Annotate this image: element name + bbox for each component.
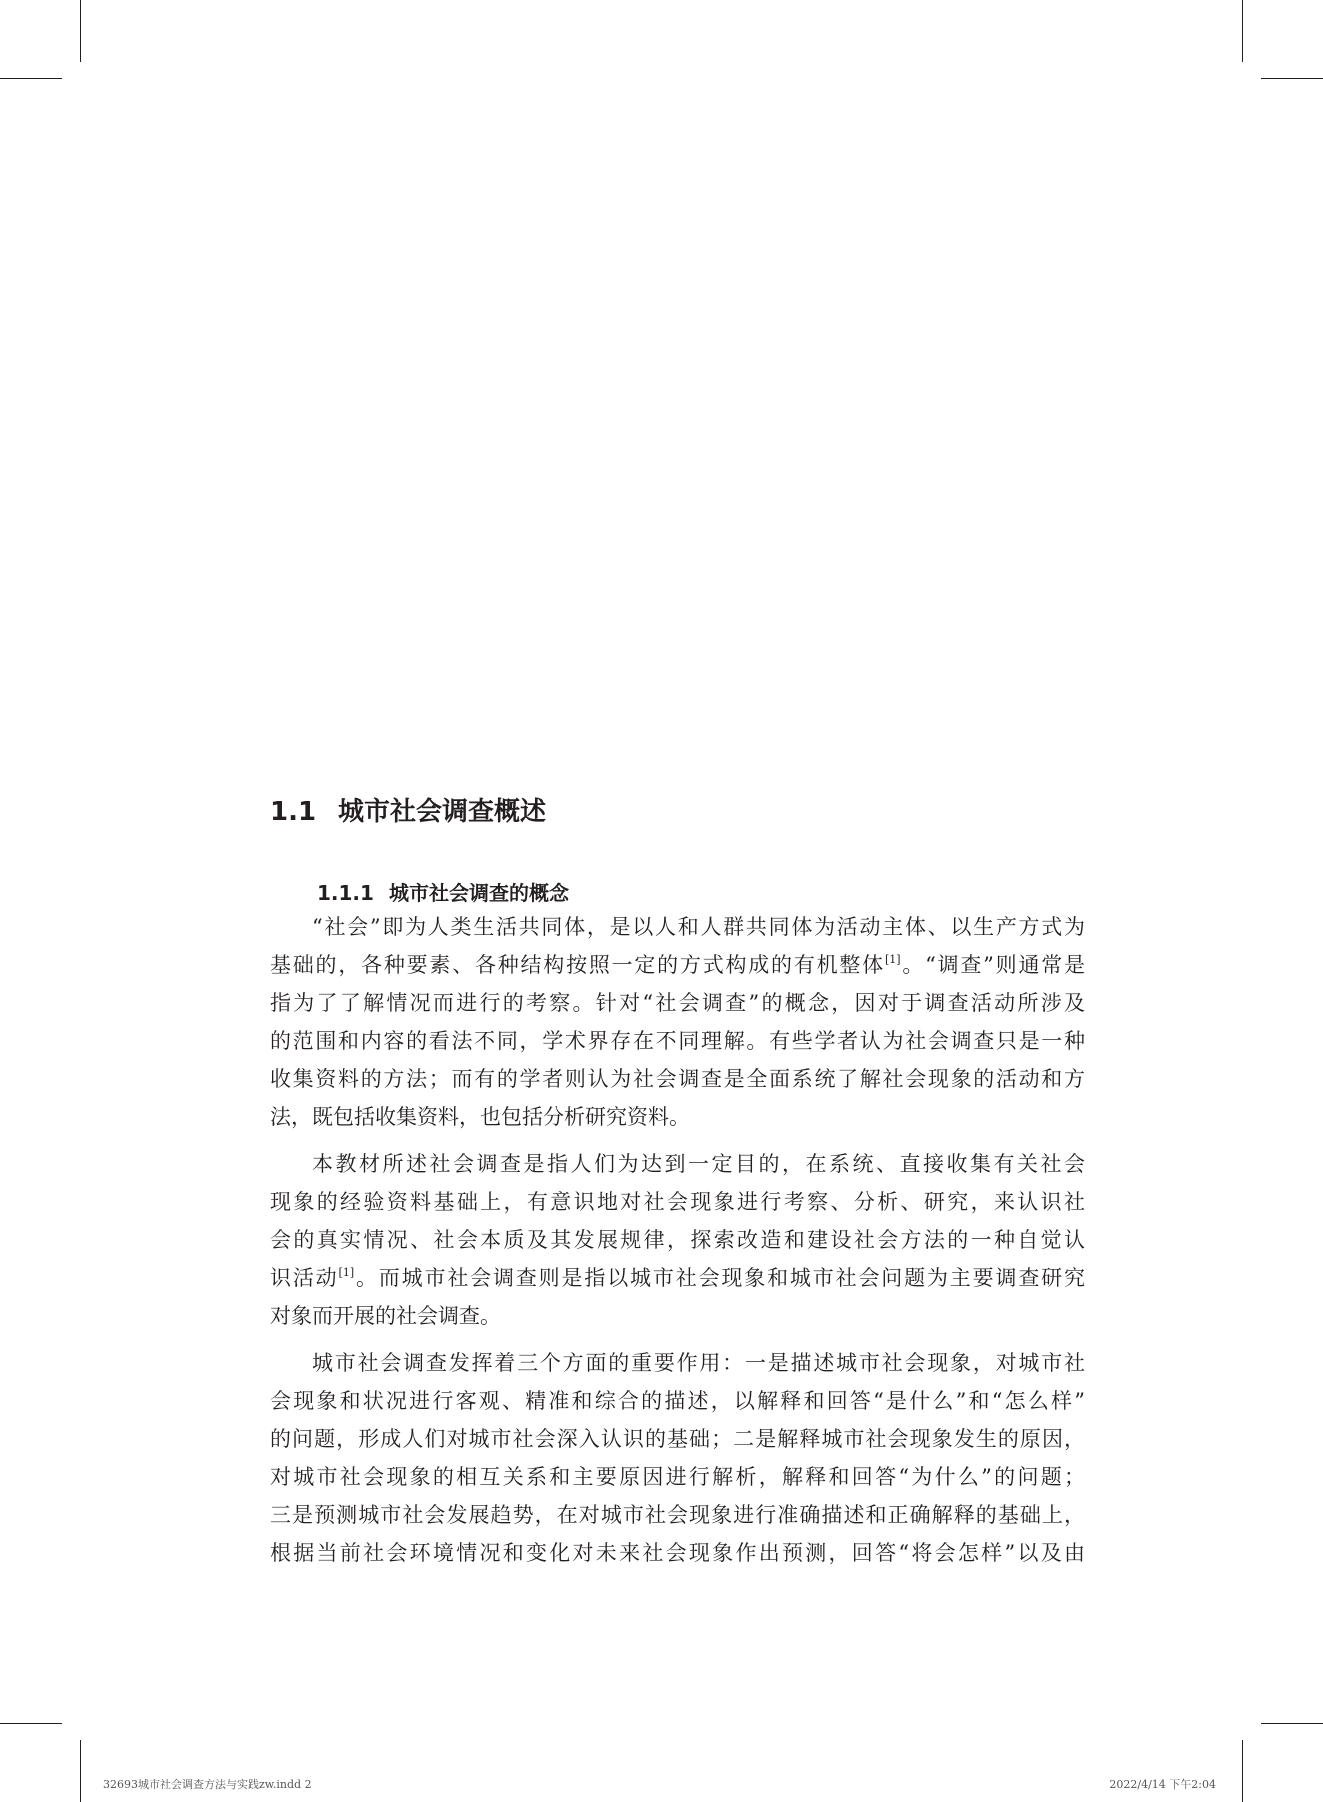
subsection-title: 城市社会调查的概念 xyxy=(389,881,569,905)
footer-timestamp: 2022/4/14 下午2:04 xyxy=(1109,1778,1216,1791)
paragraph-line xyxy=(270,946,1085,984)
paragraph-line: 三是预测城市社会发展趋势，在对城市社会现象进行准确描述和正确解释的基础上， xyxy=(270,1503,1085,1527)
paragraph-line: 会现象和状况进行客观、精准和综合的描述，以解释和回答“是什么”和“怎么样” xyxy=(270,1389,1085,1413)
paragraph xyxy=(270,1145,1085,1335)
footer-file-slug: 32693城市社会调查方法与实践zw.indd 2 xyxy=(103,1778,312,1791)
crop-mark-bottom-right-v xyxy=(1242,1740,1243,1802)
paragraph-line: 城市社会调查发挥着三个方面的重要作用：一是描述城市社会现象，对城市社 xyxy=(312,1351,1085,1375)
section-title: 城市社会调查概述 xyxy=(338,797,547,827)
line-text: 基础的，各种要素、各种结构按照一定的方式构成的有机整体 xyxy=(270,953,885,977)
paragraph-line: 对城市社会现象的相互关系和主要原因进行解析，解释和回答“为什么”的问题； xyxy=(270,1465,1085,1489)
paragraph-line: 的范围和内容的看法不同，学术界存在不同理解。有些学者认为社会调查只是一种 xyxy=(270,1029,1085,1053)
paragraph-line: 会的真实情况、社会本质及其发展规律，探索改造和建设社会方法的一种自觉认 xyxy=(270,1228,1085,1252)
crop-mark-top-left-v xyxy=(80,0,81,62)
paragraph-line: 收集资料的方法；而有的学者则认为社会调查是全面系统了解社会现象的活动和方 xyxy=(270,1067,1085,1091)
line-text: 。而城市社会调查则是指以城市社会现象和城市社会问题为主要调查研究 xyxy=(354,1266,1086,1290)
paragraph-line: “社会”即为人类生活共同体，是以人和人群共同体为活动主体、以生产方式为 xyxy=(312,915,1085,939)
paragraph-line: 根据当前社会环境情况和变化对未来社会现象作出预测，回答“将会怎样”以及由 xyxy=(270,1541,1085,1565)
crop-mark-bottom-right-h xyxy=(1261,1723,1323,1724)
paragraph-line: 对象而开展的社会调查。 xyxy=(270,1304,501,1328)
paragraph xyxy=(270,908,1085,1136)
line-text: 。“调查”则通常是 xyxy=(900,953,1085,977)
line-text: 识活动 xyxy=(270,1266,339,1290)
subsection-heading xyxy=(317,878,569,908)
paragraph-line: 现象的经验资料基础上，有意识地对社会现象进行考察、分析、研究，来认识社 xyxy=(270,1190,1085,1214)
crop-mark-bottom-left-h xyxy=(0,1723,62,1724)
paragraph-line xyxy=(270,1259,1085,1297)
paragraph-line: 本教材所述社会调查是指人们为达到一定目的，在系统、直接收集有关社会 xyxy=(312,1152,1085,1176)
body-text xyxy=(270,908,1085,1581)
paragraph-line: 指为了了解情况而进行的考察。针对“社会调查”的概念，因对于调查活动所涉及 xyxy=(270,991,1085,1015)
crop-mark-bottom-left-v xyxy=(80,1740,81,1802)
section-heading xyxy=(270,794,546,830)
crop-mark-top-right-v xyxy=(1242,0,1243,62)
citation-ref: [1] xyxy=(884,953,901,966)
crop-mark-top-left-h xyxy=(0,78,62,79)
citation-ref: [1] xyxy=(338,1266,355,1279)
paragraph-line: 的问题，形成人们对城市社会深入认识的基础；二是解释城市社会现象发生的原因， xyxy=(270,1427,1085,1451)
crop-mark-top-right-h xyxy=(1261,78,1323,79)
paragraph-line: 法，既包括收集资料，也包括分析研究资料。 xyxy=(270,1105,690,1129)
subsection-number: 1.1.1 xyxy=(317,881,374,905)
section-number: 1.1 xyxy=(270,797,317,827)
paragraph xyxy=(270,1344,1085,1572)
